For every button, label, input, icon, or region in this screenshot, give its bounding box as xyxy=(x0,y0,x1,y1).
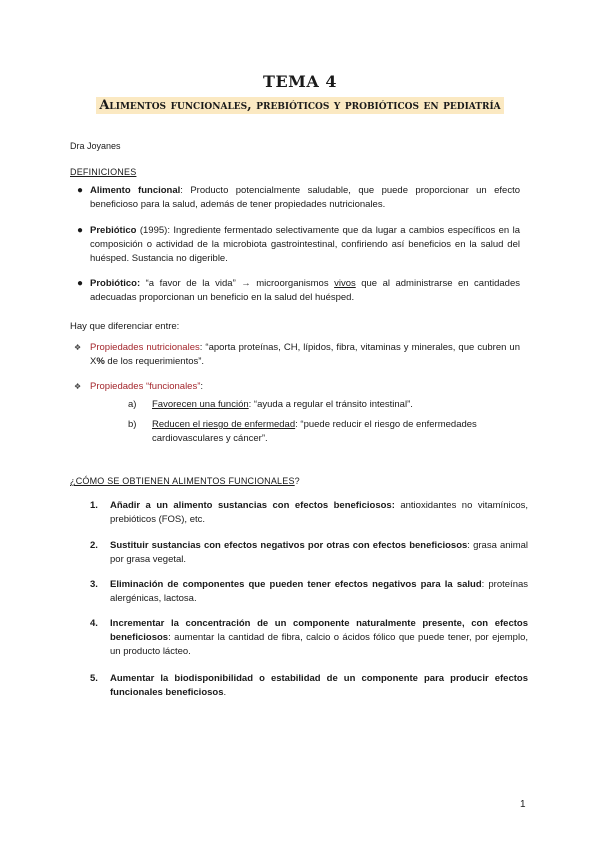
property-label: Propiedades nutricionales xyxy=(90,342,200,353)
diamond-bullet-icon: ❖ xyxy=(74,382,82,391)
list-number: 4. xyxy=(90,618,98,629)
list-item-bold: Incrementar la concentración de un componente naturalmente presente, con efectos beneficiosos xyxy=(110,618,528,643)
page-number: 1 xyxy=(520,799,526,810)
definition-text: : Producto potencialmente saludable, que puede proporcionar un efecto beneficioso para la salud, además de tener propiedades nutricionales. xyxy=(90,185,521,210)
property-bold: % xyxy=(96,356,105,367)
list-item-bold: Aumentar la biodisponibilidad o estabilidad de un componente para producir efectos funcionales beneficiosos xyxy=(110,673,528,698)
list-number: 1. xyxy=(90,500,98,511)
list-item xyxy=(90,578,529,606)
page-title: TEMA 4 xyxy=(263,72,337,91)
subitem-letter: a) xyxy=(128,399,137,410)
subitem-text: : “ayuda a regular el tránsito intestinal”. xyxy=(248,399,413,410)
property-text: : “aporta proteínas, CH, lípidos, fibra, vitaminas y minerales, que cubren un X xyxy=(90,342,520,367)
subitem xyxy=(128,398,528,412)
property-text: de los requerimientos”. xyxy=(104,356,205,367)
subitem-text: : “puede reducir el riesgo de enfermedades cardiovasculares y cáncer”. xyxy=(152,419,477,444)
list-item-bold: Sustituir sustancias con efectos negativos por otras con efectos beneficiosos xyxy=(110,540,468,551)
definition-term: Alimento funcional xyxy=(90,185,181,196)
definition-underlined: vivos xyxy=(334,278,356,289)
section-heading-text: ¿CÓMO SE OBTIENEN ALIMENTOS FUNCIONALES xyxy=(70,476,295,486)
list-item-text: . xyxy=(223,687,227,698)
subitem-letter: b) xyxy=(128,419,137,430)
bullet-icon: ● xyxy=(77,225,84,236)
section-heading-definiciones: DEFINICIONES xyxy=(70,167,137,177)
subitem-underlined: Reducen el riesgo de enfermedad xyxy=(152,419,296,430)
definition-term: Prebiótico xyxy=(90,225,137,236)
subitem xyxy=(128,418,528,446)
page-subtitle xyxy=(0,96,600,114)
definition-text: “a favor de la vida” → microorganismos xyxy=(140,278,335,289)
bullet-icon: ● xyxy=(77,185,84,196)
list-item-text: antioxidantes no vitamínicos, prebióticos (FOS), etc. xyxy=(110,500,529,525)
list-item-text: : aumentar la cantidad de fibra, calcio o ácidos fólico que puede tener, por ejemplo, un producto lácteo. xyxy=(110,632,528,657)
list-number: 5. xyxy=(90,673,98,684)
definition-item xyxy=(77,224,520,266)
diferenciar-intro: Hay que diferenciar entre: xyxy=(70,321,180,332)
list-number: 3. xyxy=(90,579,98,590)
definition-text: (1995): Ingrediente fermentado selectivamente que da lugar a cambios específicos en la composición o actividad de la microbiota gastrointestinal, confiriendo así beneficios en la salud del huésped. Sustancia no digerible. xyxy=(90,225,520,264)
subtitle-text: Alimentos funcionales, prebióticos y probióticos en pediatría xyxy=(96,97,503,114)
list-item xyxy=(90,617,528,659)
subitem-underlined: Favorecen una función xyxy=(152,399,249,410)
property-item-funcionales xyxy=(74,380,520,394)
author: Dra Joyanes xyxy=(70,141,121,151)
list-item xyxy=(90,499,529,527)
list-item-bold: Eliminación de componentes que pueden tener efectos negativos para la salud xyxy=(110,579,482,590)
definition-term: Probiótico: xyxy=(90,278,141,289)
list-item xyxy=(90,539,528,567)
definition-item xyxy=(77,277,521,305)
question-mark: ? xyxy=(294,476,300,486)
property-text: : xyxy=(200,381,204,392)
diamond-bullet-icon: ❖ xyxy=(74,343,82,352)
property-label: Propiedades “funcionales” xyxy=(90,381,201,392)
definition-item xyxy=(77,184,521,212)
definition-text: que al administrarse en cantidades adecuadas proporcionan un beneficio en la salud del huésped. xyxy=(90,278,521,303)
bullet-icon: ● xyxy=(77,278,84,289)
property-item-nutricionales xyxy=(74,341,520,369)
list-item xyxy=(90,672,528,700)
list-item-text: : grasa animal por grasa vegetal. xyxy=(110,540,528,565)
list-number: 2. xyxy=(90,540,98,551)
list-item-bold: Añadir a un alimento sustancias con efectos beneficiosos: xyxy=(110,500,395,511)
list-item-text: : proteínas alergénicas, lactosa. xyxy=(110,579,529,604)
section-heading-obtencion xyxy=(70,476,300,486)
